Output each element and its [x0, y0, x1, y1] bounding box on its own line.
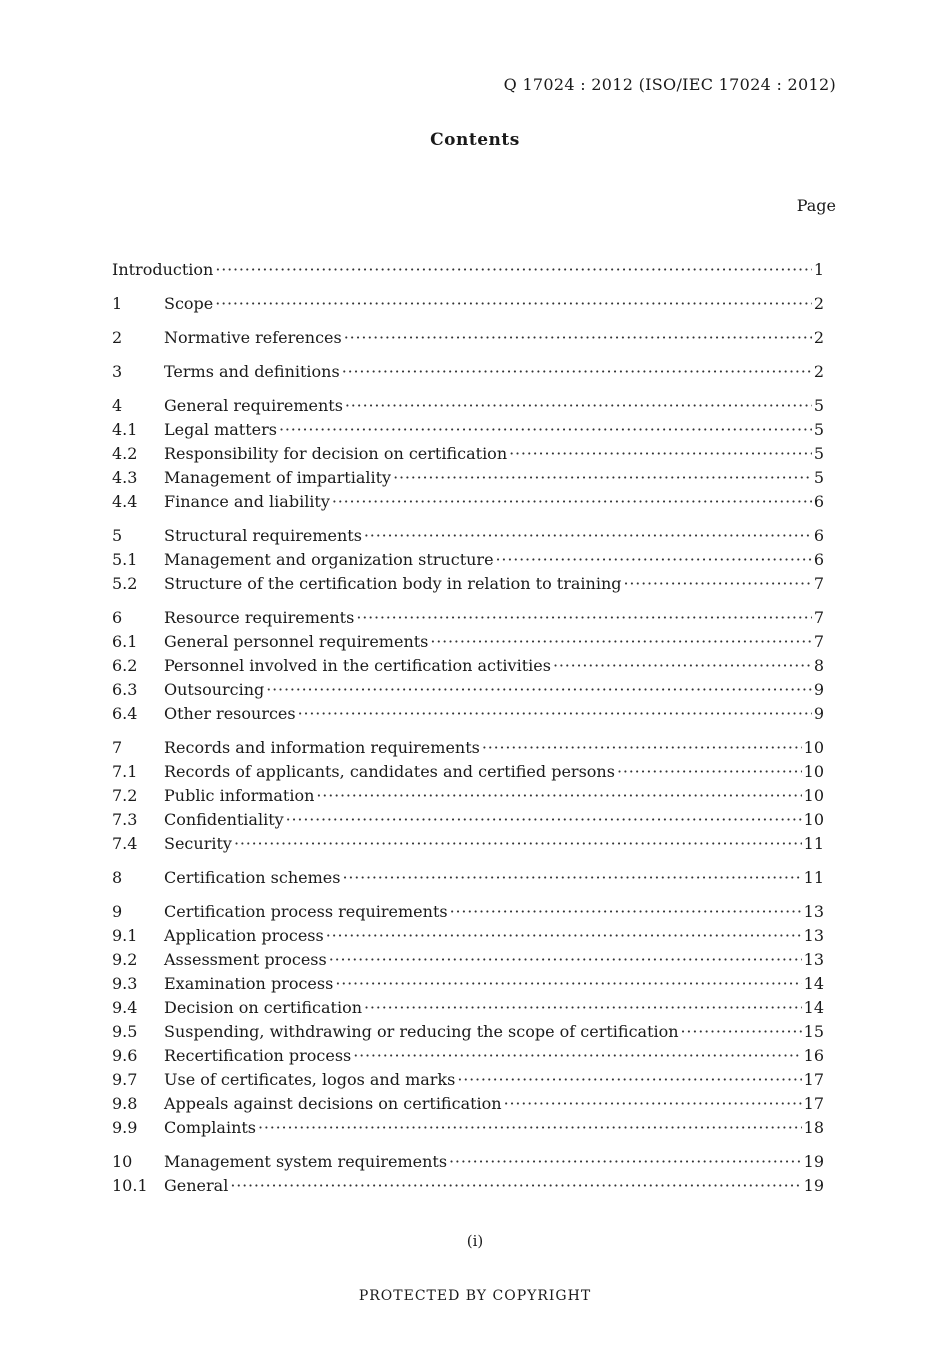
toc-entry-page: 13 — [803, 902, 824, 921]
toc-entry[interactable] — [112, 292, 824, 316]
toc-entry-number: 9 — [112, 902, 123, 921]
toc-entry-page: 10 — [803, 738, 824, 757]
toc-entry[interactable] — [112, 866, 824, 890]
toc-entry[interactable] — [112, 996, 824, 1020]
toc-entry-title: Records of applicants, candidates and certified persons — [164, 762, 615, 781]
toc-entry-title: Scope — [164, 294, 214, 313]
toc-entry-title: Certification process requirements — [164, 902, 448, 921]
toc-entry[interactable] — [112, 784, 824, 808]
dot-leader — [457, 1068, 801, 1092]
dot-leader — [279, 418, 812, 442]
dot-leader — [286, 808, 802, 832]
toc-entry-number: 5.2 — [112, 574, 138, 593]
toc-entry[interactable] — [112, 548, 824, 572]
toc-entry-number: 7.2 — [112, 786, 138, 805]
toc-entry-title: Introduction — [112, 260, 214, 279]
toc-entry[interactable] — [112, 572, 824, 596]
toc-entry[interactable] — [112, 924, 824, 948]
toc-entry-page: 19 — [803, 1152, 824, 1171]
toc-entry-number: 6.4 — [112, 704, 138, 723]
toc-entry-page: 19 — [803, 1176, 824, 1195]
dot-leader — [345, 394, 812, 418]
toc-entry-title: Structure of the certification body in relation to training — [164, 574, 622, 593]
dot-leader — [496, 548, 812, 572]
dot-leader — [393, 466, 812, 490]
toc-entry[interactable] — [112, 466, 824, 490]
dot-leader — [258, 1116, 802, 1140]
toc-entry-number: 9.7 — [112, 1070, 138, 1089]
toc-entry-page: 2 — [813, 362, 824, 381]
toc-entry-title: Security — [164, 834, 232, 853]
toc-entry-title: General — [164, 1176, 229, 1195]
toc-entry-page: 5 — [813, 396, 824, 415]
toc-entry-number: 6.2 — [112, 656, 138, 675]
toc-entry-number: 7 — [112, 738, 123, 757]
dot-leader — [329, 948, 802, 972]
page-title: Contents — [430, 130, 520, 150]
dot-leader — [356, 606, 812, 630]
toc-entry-title: Decision on certification — [164, 998, 363, 1017]
dot-leader — [298, 702, 812, 726]
toc-entry-title: Outsourcing — [164, 680, 265, 699]
dot-leader — [553, 654, 812, 678]
toc-entry-title: Application process — [164, 926, 324, 945]
toc-entry[interactable] — [112, 948, 824, 972]
toc-entry-number: 6.1 — [112, 632, 138, 651]
dot-leader — [430, 630, 811, 654]
toc-entry-number: 7.3 — [112, 810, 138, 829]
toc-entry-page: 13 — [803, 926, 824, 945]
toc-entry-number: 9.6 — [112, 1046, 138, 1065]
toc-entry[interactable] — [112, 1068, 824, 1092]
dot-leader — [364, 524, 812, 548]
dot-leader — [344, 326, 812, 350]
toc-entry[interactable] — [112, 1116, 824, 1140]
toc-entry-page: 6 — [813, 550, 824, 569]
toc-entry[interactable] — [112, 678, 824, 702]
toc-entry[interactable] — [112, 1044, 824, 1068]
toc-entry[interactable] — [112, 808, 824, 832]
toc-entry-number: 2 — [112, 328, 123, 347]
toc-entry-title: Appeals against decisions on certification — [164, 1094, 502, 1113]
toc-entry-page: 2 — [813, 294, 824, 313]
dot-leader — [215, 258, 811, 282]
toc-entry-number: 9.2 — [112, 950, 138, 969]
toc-entry-page: 10 — [803, 810, 824, 829]
toc-entry-page: 5 — [813, 468, 824, 487]
toc-entry-page: 7 — [813, 632, 824, 651]
toc-entry-number: 1 — [112, 294, 123, 313]
toc-entry-page: 13 — [803, 950, 824, 969]
dot-leader — [353, 1044, 801, 1068]
toc-entry-number: 9.9 — [112, 1118, 138, 1137]
dot-leader — [482, 736, 802, 760]
dot-leader — [623, 572, 811, 596]
toc-entry-number: 4.1 — [112, 420, 138, 439]
toc-entry[interactable] — [112, 326, 824, 350]
dot-leader — [234, 832, 802, 856]
toc-entry-title: Legal matters — [164, 420, 277, 439]
toc-entry[interactable] — [112, 654, 824, 678]
toc-entry-title: Suspending, withdrawing or reducing the scope of certification — [164, 1022, 679, 1041]
toc-entry-page: 9 — [813, 680, 824, 699]
toc-entry-page: 8 — [813, 656, 824, 675]
toc-entry[interactable] — [112, 1092, 824, 1116]
toc-entry-title: Recertification process — [164, 1046, 352, 1065]
dot-leader — [342, 360, 812, 384]
toc-entry-number: 3 — [112, 362, 123, 381]
toc-entry-page: 5 — [813, 420, 824, 439]
dot-leader — [335, 972, 801, 996]
toc-entry-number: 4.2 — [112, 444, 138, 463]
toc-entry[interactable] — [112, 900, 824, 924]
toc-entry-number: 9.1 — [112, 926, 138, 945]
toc-entry-title: Complaints — [164, 1118, 257, 1137]
dot-leader — [342, 866, 801, 890]
toc-entry[interactable] — [112, 1150, 824, 1174]
toc-entry-number: 10 — [112, 1152, 133, 1171]
toc-entry-title: Management and organization structure — [164, 550, 494, 569]
toc-entry[interactable] — [112, 418, 824, 442]
toc-entry[interactable] — [112, 1020, 824, 1044]
dot-leader — [617, 760, 802, 784]
copyright-notice: PROTECTED BY COPYRIGHT — [358, 1288, 592, 1304]
toc-entry-number: 9.4 — [112, 998, 138, 1017]
toc-entry-page: 15 — [803, 1022, 824, 1041]
toc-entry-title: Management system requirements — [164, 1152, 448, 1171]
toc-entry-page: 16 — [803, 1046, 824, 1065]
toc-entry-title: Management of impartiality — [164, 468, 392, 487]
toc-entry-title: Structural requirements — [164, 526, 362, 545]
toc-entry-title: Assessment process — [164, 950, 327, 969]
dot-leader — [332, 490, 812, 514]
toc-entry-title: Other resources — [164, 704, 296, 723]
toc-entry-title: Records and information requirements — [164, 738, 480, 757]
toc-entry-page: 1 — [813, 260, 824, 279]
toc-entry-page: 14 — [803, 998, 824, 1017]
toc-entry-title: Examination process — [164, 974, 334, 993]
toc-entry-number: 4.3 — [112, 468, 138, 487]
dot-leader — [266, 678, 812, 702]
toc-entry-page: 5 — [813, 444, 824, 463]
standard-header: Q 17024 : 2012 (ISO/IEC 17024 : 2012) — [503, 75, 836, 94]
toc-entry[interactable] — [112, 442, 824, 466]
toc-entry-title: General personnel requirements — [164, 632, 429, 651]
dot-leader — [215, 292, 812, 316]
toc-entry[interactable] — [112, 360, 824, 384]
page-column-label: Page — [796, 196, 836, 215]
toc-entry-page: 7 — [813, 574, 824, 593]
toc-entry[interactable] — [112, 258, 824, 282]
dot-leader — [449, 1150, 802, 1174]
dot-leader — [316, 784, 801, 808]
dot-leader — [450, 900, 802, 924]
toc-entry-number: 7.4 — [112, 834, 138, 853]
toc-entry[interactable] — [112, 606, 824, 630]
toc-entry-page: 18 — [803, 1118, 824, 1137]
toc-entry-number: 7.1 — [112, 762, 138, 781]
toc-entry-number: 4 — [112, 396, 123, 415]
toc-entry-title: Responsibility for decision on certification — [164, 444, 508, 463]
toc-entry[interactable] — [112, 524, 824, 548]
toc-entry-page: 11 — [803, 834, 824, 853]
toc-entry-number: 9.3 — [112, 974, 138, 993]
toc-entry-page: 14 — [803, 974, 824, 993]
toc-entry[interactable] — [112, 490, 824, 514]
toc-entry-title: Personnel involved in the certification activities — [164, 656, 551, 675]
toc-entry-page: 6 — [813, 526, 824, 545]
toc-entry-title: Public information — [164, 786, 315, 805]
toc-entry-title: Confidentiality — [164, 810, 284, 829]
toc-entry-number: 10.1 — [112, 1176, 148, 1195]
toc-entry-page: 9 — [813, 704, 824, 723]
toc-entry-number: 8 — [112, 868, 123, 887]
toc-entry[interactable] — [112, 1174, 824, 1198]
toc-entry-page: 17 — [803, 1070, 824, 1089]
toc-entry-number: 9.5 — [112, 1022, 138, 1041]
toc-entry-number: 9.8 — [112, 1094, 138, 1113]
toc-entry-page: 2 — [813, 328, 824, 347]
toc-entry-number: 4.4 — [112, 492, 138, 511]
toc-entry[interactable] — [112, 630, 824, 654]
toc-entry-page: 11 — [803, 868, 824, 887]
toc-entry-number: 6 — [112, 608, 123, 627]
toc-entry-page: 6 — [813, 492, 824, 511]
toc-entry[interactable] — [112, 702, 824, 726]
toc-entry[interactable] — [112, 394, 824, 418]
toc-entry-page: 17 — [803, 1094, 824, 1113]
toc-entry-title: Use of certificates, logos and marks — [164, 1070, 456, 1089]
toc-entry-title: Resource requirements — [164, 608, 355, 627]
toc-entry[interactable] — [112, 760, 824, 784]
toc-entry-title: Finance and liability — [164, 492, 330, 511]
dot-leader — [504, 1092, 802, 1116]
toc-entry-number: 5.1 — [112, 550, 138, 569]
toc-entry-number: 5 — [112, 526, 123, 545]
toc-entry-page: 7 — [813, 608, 824, 627]
dot-leader — [326, 924, 802, 948]
table-of-contents — [112, 258, 824, 1198]
toc-entry[interactable] — [112, 832, 824, 856]
dot-leader — [681, 1020, 802, 1044]
toc-entry-number: 6.3 — [112, 680, 138, 699]
toc-entry-title: Terms and definitions — [164, 362, 340, 381]
dot-leader — [230, 1174, 801, 1198]
dot-leader — [509, 442, 812, 466]
toc-entry[interactable] — [112, 972, 824, 996]
toc-entry-title: Certification schemes — [164, 868, 341, 887]
toc-entry[interactable] — [112, 736, 824, 760]
toc-entry-page: 10 — [803, 762, 824, 781]
footer-page-number: (i) — [466, 1232, 484, 1250]
dot-leader — [364, 996, 802, 1020]
toc-entry-title: General requirements — [164, 396, 343, 415]
toc-entry-title: Normative references — [164, 328, 342, 347]
toc-entry-page: 10 — [803, 786, 824, 805]
